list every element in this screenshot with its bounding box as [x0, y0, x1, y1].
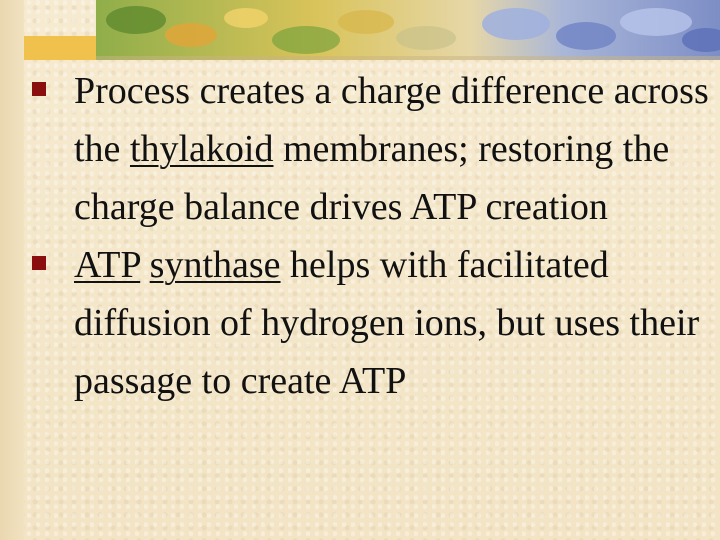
bullet-list	[30, 62, 710, 410]
bullet-2-space	[140, 244, 150, 286]
left-decorative-bar	[0, 0, 24, 540]
bullet-1-text-b: membranes; restoring the charge balance drives ATP creation	[74, 128, 670, 228]
bullet-2-text: helps with facilitated diffusion of hydrogen ions, but uses their passage to create ATP	[74, 244, 700, 402]
bullet-square-icon	[32, 256, 46, 270]
term-atp: ATP	[74, 244, 141, 286]
bullet-item-1	[30, 62, 710, 236]
term-synthase: synthase	[149, 244, 281, 286]
bullet-1-text-a: Process creates a charge difference across the	[74, 70, 709, 170]
bullet-square-icon	[32, 82, 46, 96]
floral-banner-graphic	[96, 0, 720, 60]
bullet-item-2	[30, 236, 710, 410]
orange-accent-tab	[24, 36, 100, 60]
term-thylakoid: thylakoid	[129, 128, 274, 170]
floral-banner-image	[96, 0, 720, 60]
